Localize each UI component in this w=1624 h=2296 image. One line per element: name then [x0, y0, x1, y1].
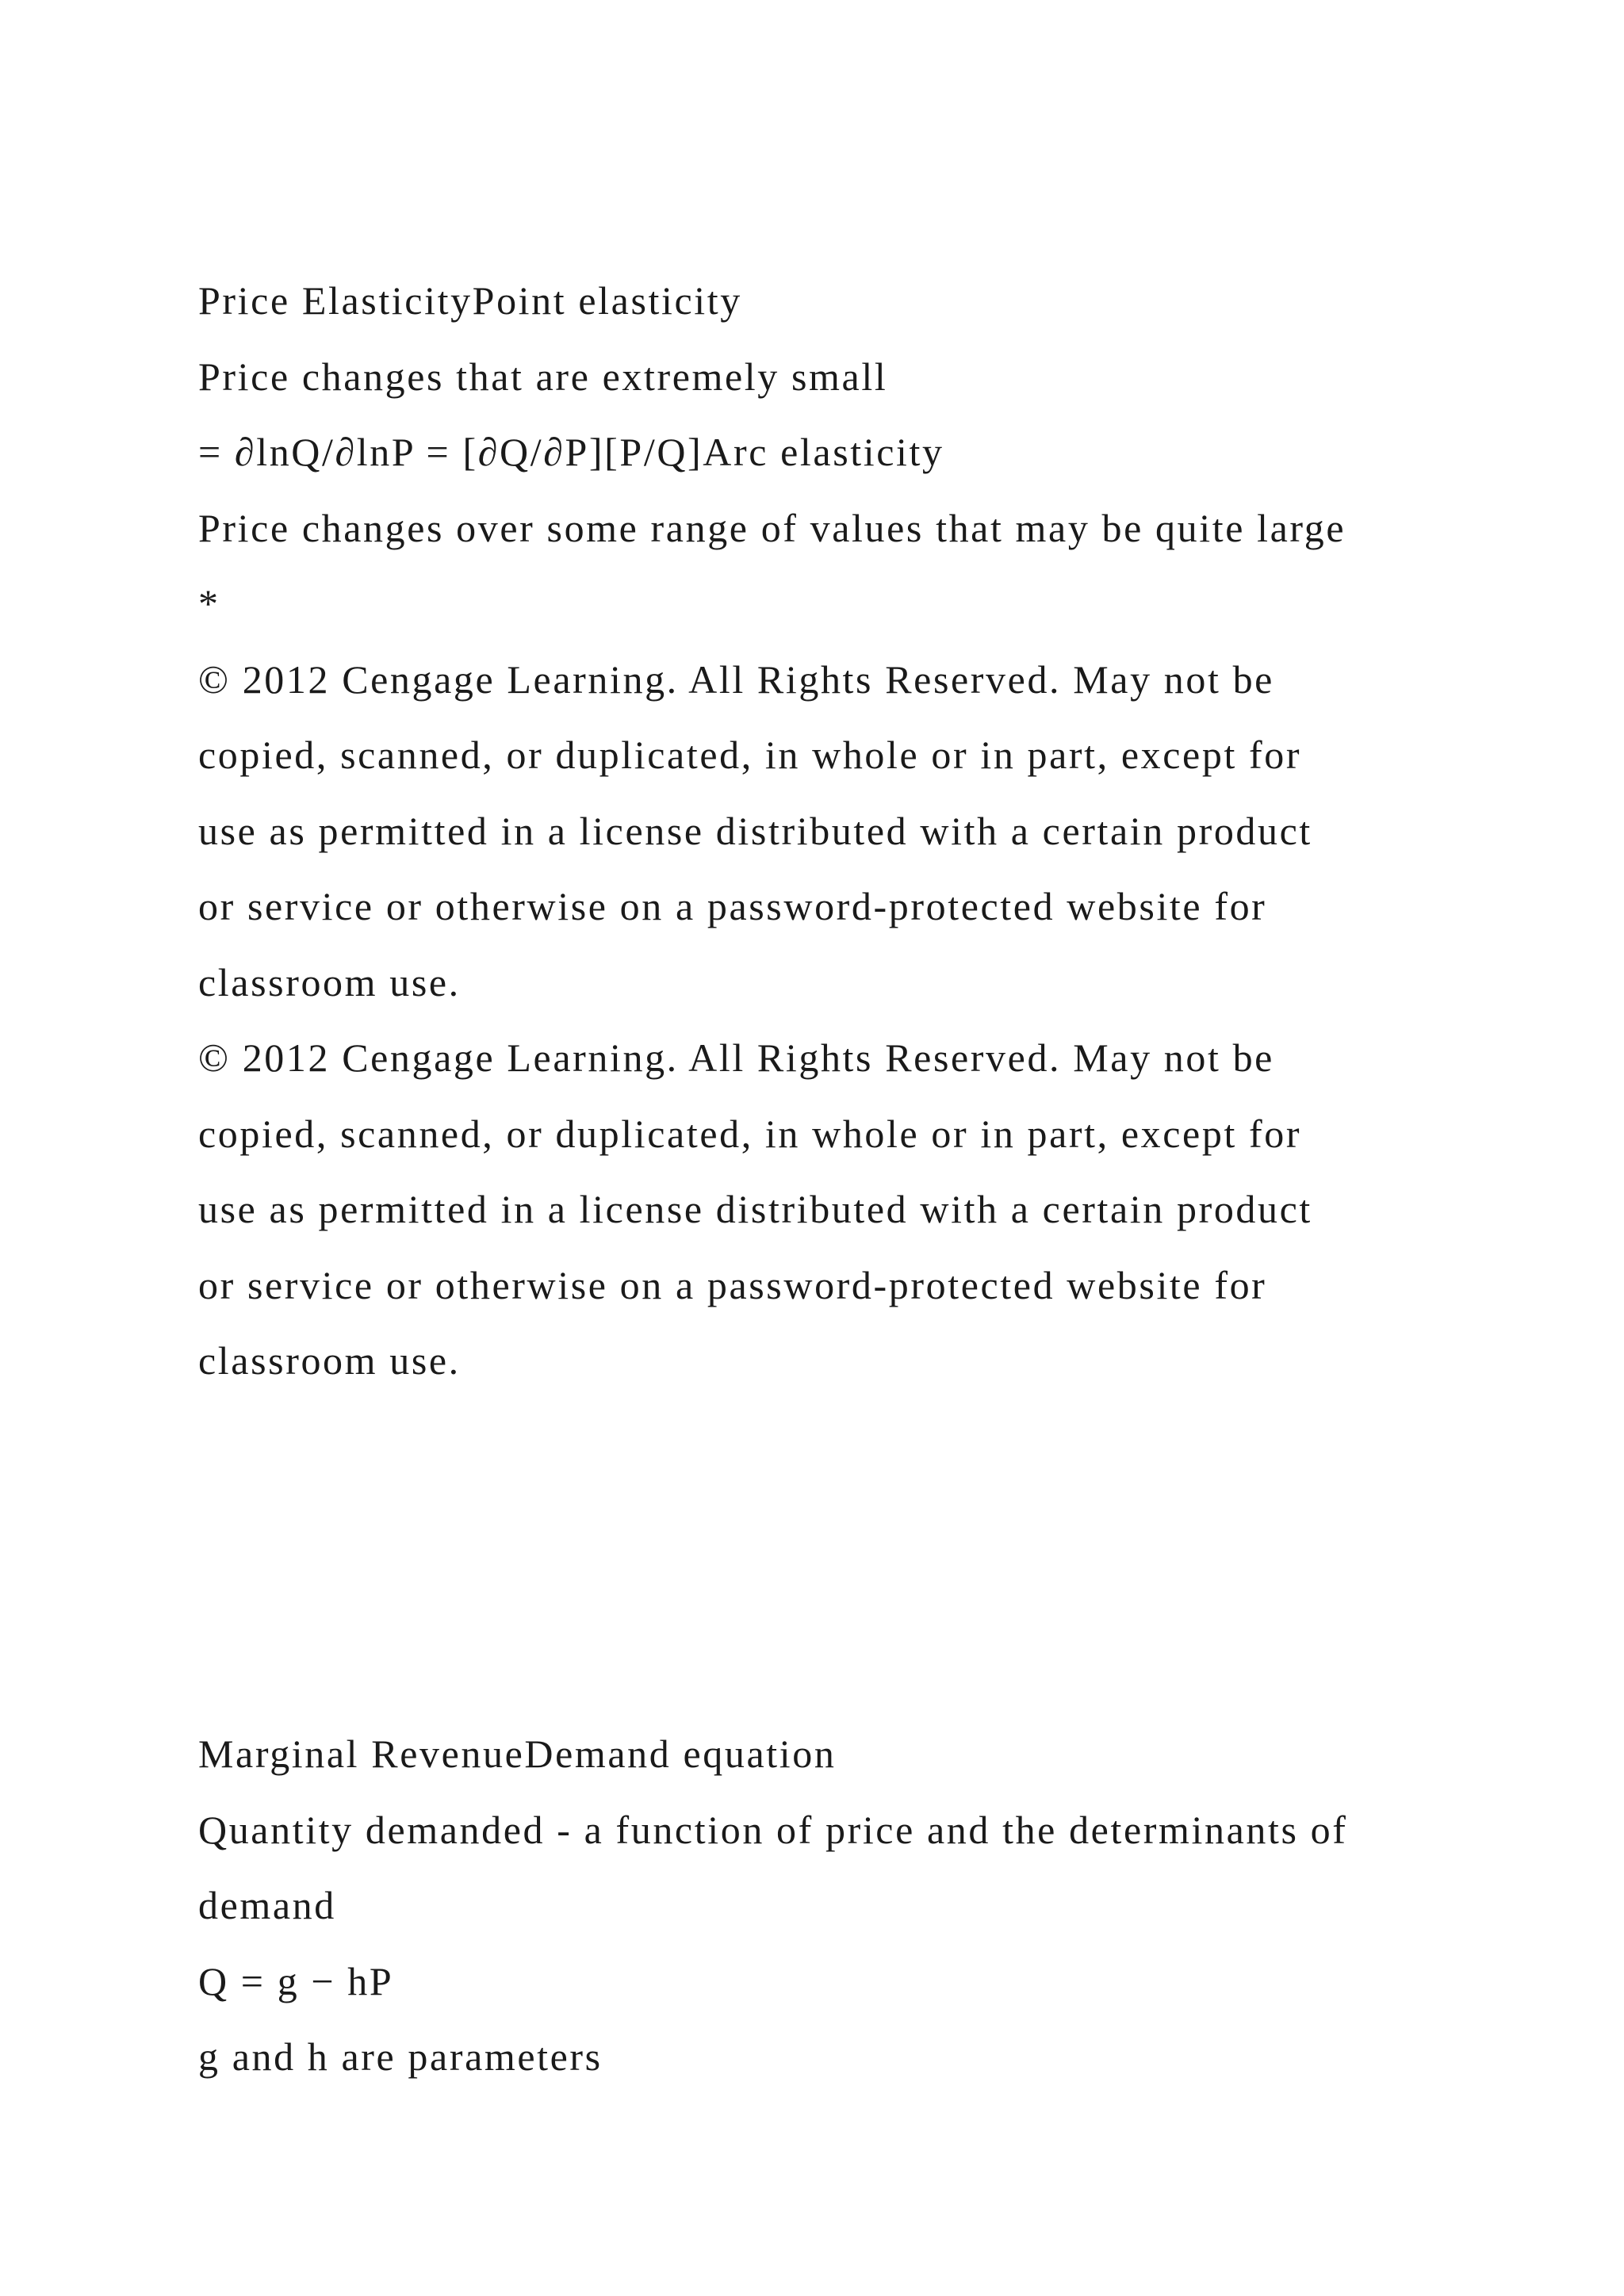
copyright-notice-line: © 2012 Cengage Learning. All Rights Reserved. May not be [198, 1035, 1274, 1080]
copyright-notice-line: use as permitted in a license distributed with a certain product [198, 1187, 1312, 1231]
formula-line: Q = g − hP [198, 1958, 394, 2003]
text-line: g and h are parameters [198, 2034, 603, 2079]
formula-line: = ∂lnQ/∂lnP = [∂Q/∂P][P/Q]Arc elasticity [198, 430, 944, 474]
section-heading-marginal-revenue: Marginal RevenueDemand equation [198, 1732, 837, 1776]
copyright-notice-line: copied, scanned, or duplicated, in whole or in part, except for [198, 733, 1302, 777]
copyright-notice-line: use as permitted in a license distributed with a certain product [198, 808, 1312, 853]
copyright-notice-line: classroom use. [198, 959, 461, 1004]
copyright-notice-line: or service or otherwise on a password-protected website for [198, 884, 1267, 928]
copyright-notice-line: classroom use. [198, 1338, 461, 1383]
copyright-notice-line: © 2012 Cengage Learning. All Rights Reserved. May not be [198, 656, 1274, 702]
text-line: demand [198, 1883, 336, 1927]
text-line: Price changes that are extremely small [198, 354, 888, 399]
copyright-notice-line: or service or otherwise on a password-protected website for [198, 1262, 1267, 1307]
text-line: Price changes over some range of values that may be quite large [198, 505, 1346, 550]
section-heading-price-elasticity: Price ElasticityPoint elasticity [198, 278, 742, 323]
asterisk-marker: * [198, 581, 220, 626]
price-elasticity-section [198, 263, 1483, 1399]
text-line: Quantity demanded - a function of price and the determinants of [198, 1807, 1348, 1852]
copyright-notice-line: copied, scanned, or duplicated, in whole or in part, except for [198, 1111, 1302, 1156]
marginal-revenue-section [198, 1716, 1483, 2095]
